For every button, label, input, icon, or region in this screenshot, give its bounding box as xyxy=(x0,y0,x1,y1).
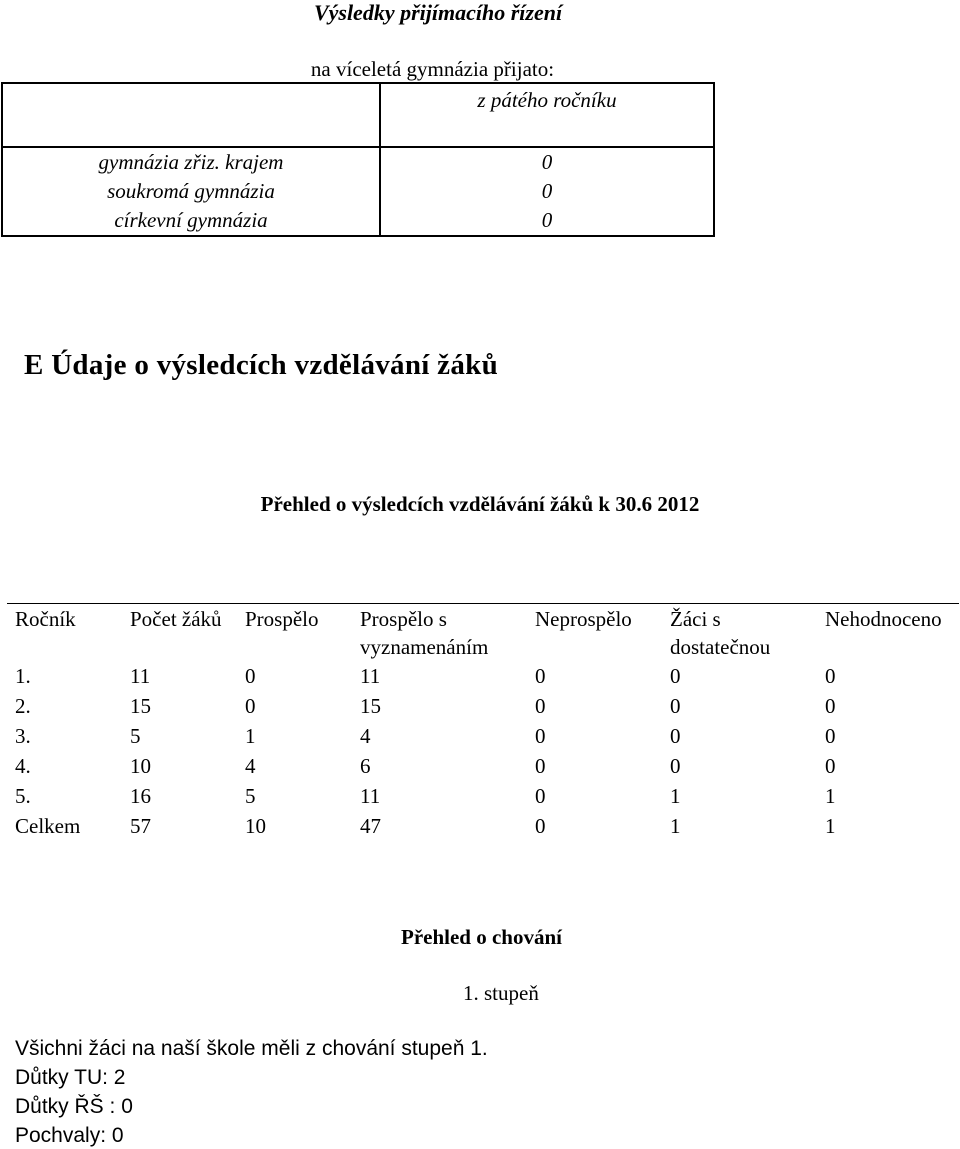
admissions-row-value: 0 xyxy=(541,179,553,203)
behaviour-title: Přehled o chování xyxy=(401,925,562,949)
table-row xyxy=(7,781,959,811)
cell-neprospelo: 0 xyxy=(535,664,546,688)
table-row xyxy=(7,751,959,781)
cell-prospelo: 0 xyxy=(245,694,256,718)
cell-pocet-zaku: 15 xyxy=(130,694,151,718)
cell-nehodnoceno: 0 xyxy=(825,694,836,718)
cell-nehodnoceno: 0 xyxy=(825,754,836,778)
admissions-subtitle: na víceletá gymnázia přijato: xyxy=(310,57,555,81)
behaviour-line: Všichni žáci na naší škole měli z chování stupeň 1. xyxy=(15,1037,488,1060)
column-header-prospelo-s-vyznamenanim: Prospělo s vyznamenáním xyxy=(360,607,489,659)
cell-prospelo: 5 xyxy=(245,784,256,808)
column-header-pocet-zaku: Počet žáků xyxy=(130,607,222,631)
cell-zaci-s-dostatecnou: 0 xyxy=(670,754,681,778)
column-header-neprospelo: Neprospělo xyxy=(535,607,632,631)
behaviour-line: Důtky TU: 2 xyxy=(15,1066,126,1089)
admissions-header-row xyxy=(2,83,714,147)
column-header-rocnik: Ročník xyxy=(15,607,76,631)
cell-nehodnoceno: 1 xyxy=(825,814,836,838)
cell-neprospelo: 0 xyxy=(535,754,546,778)
cell-nehodnoceno: 1 xyxy=(825,784,836,808)
cell-prospelo-s-vyznamenanim: 11 xyxy=(360,664,381,688)
admissions-column-header: z pátého ročníku xyxy=(477,88,617,112)
admissions-row-value: 0 xyxy=(541,150,553,174)
results-table xyxy=(7,603,959,841)
cell-pocet-zaku: 5 xyxy=(130,724,141,748)
behaviour-line: Pochvaly: 0 xyxy=(15,1124,124,1147)
admissions-body-row xyxy=(2,147,714,236)
cell-zaci-s-dostatecnou: 0 xyxy=(670,724,681,748)
cell-prospelo: 4 xyxy=(245,754,256,778)
cell-neprospelo: 0 xyxy=(535,814,546,838)
section-heading: E Údaje o výsledcích vzdělávání žáků xyxy=(24,349,499,381)
cell-prospelo: 1 xyxy=(245,724,256,748)
admissions-header-empty xyxy=(2,83,380,147)
cell-rocnik: 4. xyxy=(15,754,31,778)
results-header-row xyxy=(7,604,959,662)
table-row xyxy=(7,661,959,691)
column-header-prospelo: Prospělo xyxy=(245,607,319,631)
cell-prospelo-s-vyznamenanim: 6 xyxy=(360,754,371,778)
cell-prospelo: 10 xyxy=(245,814,266,838)
cell-neprospelo: 0 xyxy=(535,694,546,718)
table-row xyxy=(7,691,959,721)
cell-rocnik: Celkem xyxy=(15,814,81,838)
behaviour-line: Důtky ŘŠ : 0 xyxy=(15,1095,133,1118)
table-row-total xyxy=(7,811,959,841)
cell-neprospelo: 0 xyxy=(535,784,546,808)
admissions-table xyxy=(1,82,715,237)
admissions-column-header-cell xyxy=(380,83,714,147)
cell-prospelo-s-vyznamenanim: 11 xyxy=(360,784,381,808)
cell-rocnik: 2. xyxy=(15,694,31,718)
cell-pocet-zaku: 57 xyxy=(130,814,151,838)
column-header-zaci-s-dostatecnou: Žáci s dostatečnou xyxy=(670,607,771,659)
admissions-row-label: soukromá gymnázia xyxy=(107,179,275,203)
results-subheading: Přehled o výsledcích vzdělávání žáků k 30.6 2012 xyxy=(260,492,700,516)
admissions-row-value: 0 xyxy=(541,208,553,232)
cell-pocet-zaku: 10 xyxy=(130,754,151,778)
cell-neprospelo: 0 xyxy=(535,724,546,748)
cell-nehodnoceno: 0 xyxy=(825,724,836,748)
admissions-values-cell xyxy=(380,147,714,236)
cell-nehodnoceno: 0 xyxy=(825,664,836,688)
cell-prospelo-s-vyznamenanim: 4 xyxy=(360,724,371,748)
admissions-row-label: církevní gymnázia xyxy=(114,208,268,232)
admissions-labels-cell xyxy=(2,147,380,236)
cell-prospelo: 0 xyxy=(245,664,256,688)
column-header-nehodnoceno: Nehodnoceno xyxy=(825,607,942,631)
cell-rocnik: 3. xyxy=(15,724,31,748)
cell-zaci-s-dostatecnou: 1 xyxy=(670,784,681,808)
cell-zaci-s-dostatecnou: 1 xyxy=(670,814,681,838)
admissions-row-label: gymnázia zřiz. krajem xyxy=(98,150,284,174)
cell-zaci-s-dostatecnou: 0 xyxy=(670,694,681,718)
cell-zaci-s-dostatecnou: 0 xyxy=(670,664,681,688)
table-row xyxy=(7,721,959,751)
cell-rocnik: 5. xyxy=(15,784,31,808)
behaviour-grade: 1. stupeň xyxy=(463,981,539,1005)
cell-prospelo-s-vyznamenanim: 15 xyxy=(360,694,381,718)
cell-pocet-zaku: 11 xyxy=(130,664,151,688)
cell-pocet-zaku: 16 xyxy=(130,784,151,808)
cell-prospelo-s-vyznamenanim: 47 xyxy=(360,814,381,838)
cell-rocnik: 1. xyxy=(15,664,31,688)
admissions-title: Výsledky přijímacího řízení xyxy=(313,0,563,25)
